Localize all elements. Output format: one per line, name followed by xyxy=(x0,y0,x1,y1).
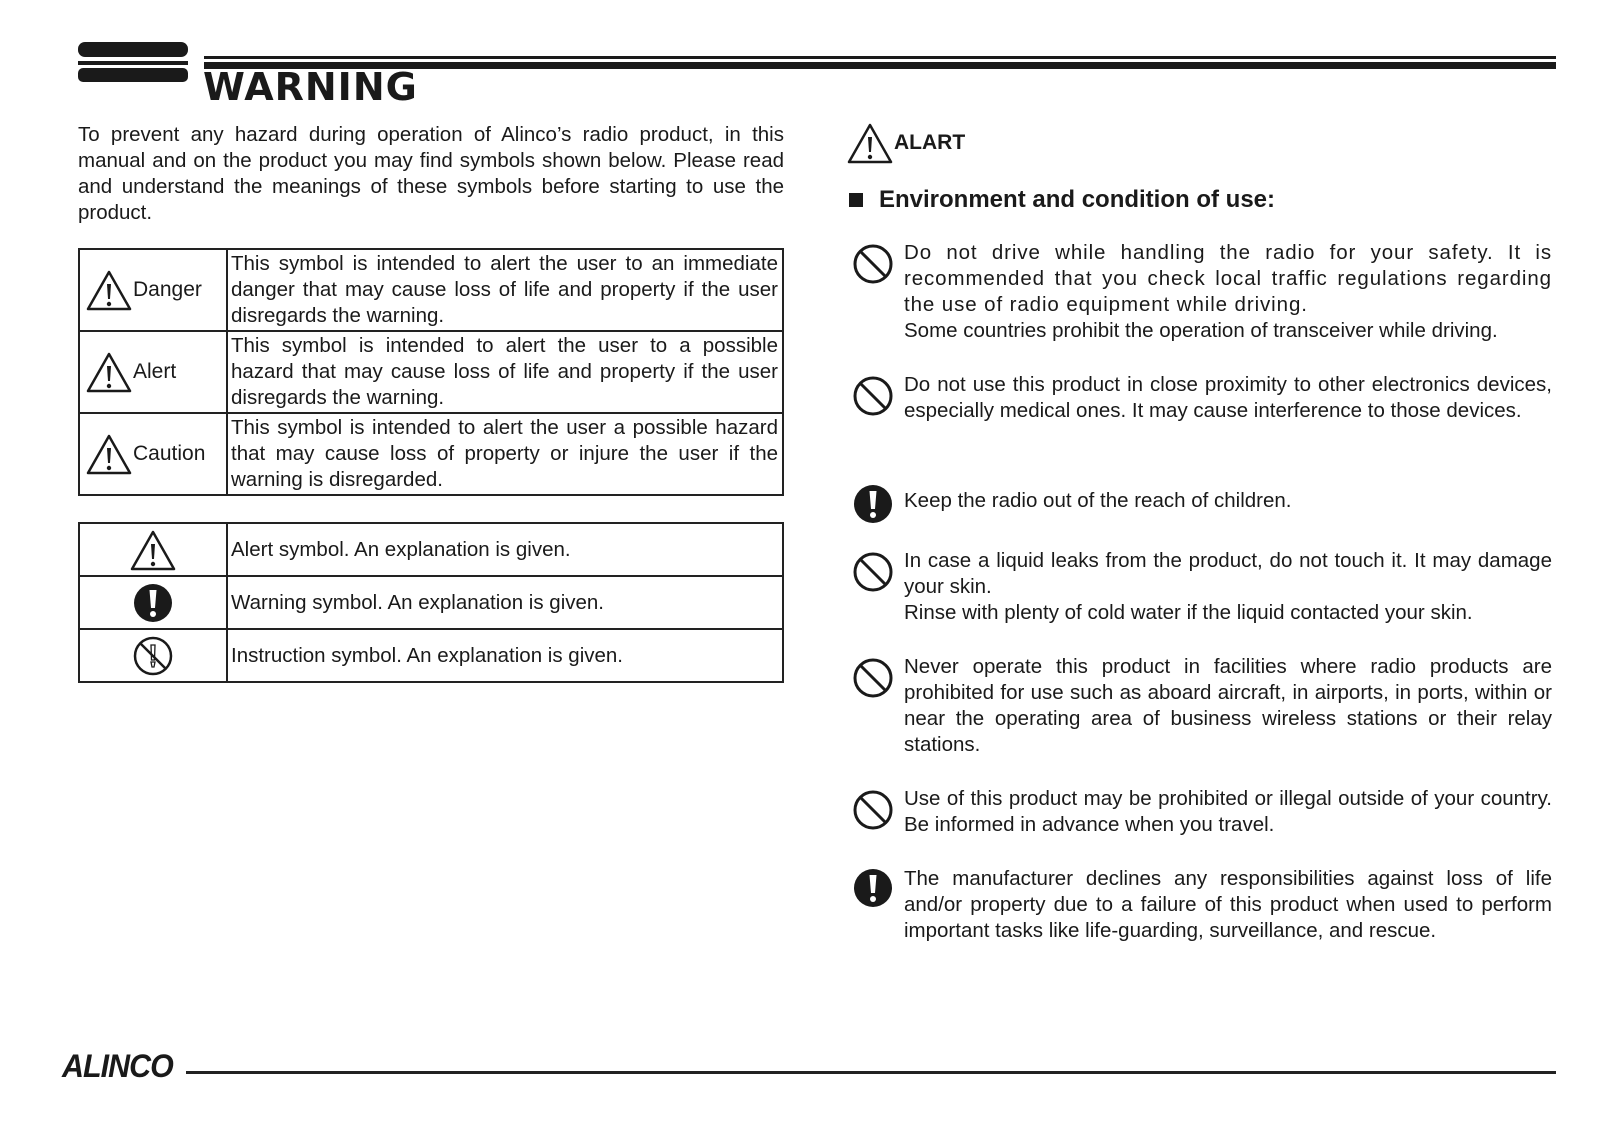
alart-label: ALART xyxy=(894,131,966,154)
item-text: Some countries prohibit the operation of transceiver while driving. xyxy=(904,319,1498,342)
header-bars-graphic xyxy=(78,42,188,82)
section-title: Environment and condition of use: xyxy=(879,186,1275,213)
danger-triangle-icon xyxy=(86,269,132,311)
symbol-description: Alert symbol. An explanation is given. xyxy=(227,523,783,576)
table-row xyxy=(79,576,783,629)
warning-exclamation-icon xyxy=(133,583,173,623)
item-text: Rinse with plenty of cold water if the liquid contacted your skin. xyxy=(904,601,1473,624)
list-item xyxy=(852,372,1552,424)
item-text: In case a liquid leaks from the product, do not touch it. It may damage your skin. xyxy=(904,549,1552,598)
table-row xyxy=(79,629,783,682)
alinco-logo: ALINCO xyxy=(62,1048,173,1084)
table-row xyxy=(79,523,783,576)
alert-triangle-icon xyxy=(130,529,176,571)
list-item xyxy=(852,786,1552,838)
caution-triangle-icon xyxy=(86,433,132,475)
hazard-levels-table xyxy=(78,248,784,496)
table-row xyxy=(79,249,783,331)
level-description: This symbol is intended to alert the user to a possible hazard that may cause loss of life and property if the user disregards the warning. xyxy=(227,331,783,413)
list-item xyxy=(852,240,1552,344)
alert-triangle-icon xyxy=(86,351,132,393)
symbols-table xyxy=(78,522,784,683)
section-heading xyxy=(849,186,1275,214)
prohibited-icon xyxy=(852,374,896,418)
alart-heading xyxy=(847,122,965,164)
list-item xyxy=(852,482,1552,528)
symbol-description: Instruction symbol. An explanation is given. xyxy=(227,629,783,682)
table-row xyxy=(79,331,783,413)
alert-triangle-icon xyxy=(847,122,893,164)
list-item xyxy=(852,654,1552,758)
item-text: Keep the radio out of the reach of children. xyxy=(904,489,1292,512)
level-description: This symbol is intended to alert the user to an immediate danger that may cause loss of life and property if the user disregards the warning. xyxy=(227,249,783,331)
level-label: Caution xyxy=(133,442,206,465)
prohibited-icon xyxy=(852,788,896,832)
item-text: Do not use this product in close proximity to other electronics devices, especially medical ones. It may cause interference to those devices. xyxy=(904,373,1552,422)
footer-rule xyxy=(186,1071,1556,1074)
item-text: Never operate this product in facilities where radio products are prohibited for use such as aboard aircraft, in airports, in ports, within or near the operating area of business wireless stations or their relay stations. xyxy=(904,655,1552,756)
item-text: Do not drive while handling the radio for your safety. It is recommended that you check local traffic regulations regarding the use of radio equipment while driving. xyxy=(904,241,1552,316)
list-item xyxy=(852,548,1552,626)
square-bullet-icon xyxy=(849,193,863,207)
item-text: The manufacturer declines any responsibilities against loss of life and/or property due to a failure of this product when used to perform important tasks like life-guarding, surveillance, and rescue. xyxy=(904,867,1552,942)
table-row xyxy=(79,413,783,495)
intro-paragraph: To prevent any hazard during operation of Alinco’s radio product, in this manual and on the product you may find symbols shown below. Please read and understand the meanings of these symbols before starting to use the product. xyxy=(78,123,784,224)
prohibited-icon xyxy=(852,656,896,700)
page-title: WARNING xyxy=(203,65,418,109)
prohibited-icon xyxy=(852,242,896,286)
level-label: Alert xyxy=(133,360,177,383)
prohibited-icon xyxy=(852,550,896,594)
level-description: This symbol is intended to alert the user a possible hazard that may cause loss of property or injure the user if the warning is disregarded. xyxy=(227,413,783,495)
symbol-description: Warning symbol. An explanation is given. xyxy=(227,576,783,629)
level-label: Danger xyxy=(133,278,202,301)
item-text: Use of this product may be prohibited or illegal outside of your country. Be informed in advance when you travel. xyxy=(904,787,1552,836)
mandatory-icon xyxy=(852,484,896,528)
mandatory-icon xyxy=(852,868,896,912)
list-item xyxy=(852,866,1552,944)
instruction-prohibited-icon xyxy=(133,636,173,676)
